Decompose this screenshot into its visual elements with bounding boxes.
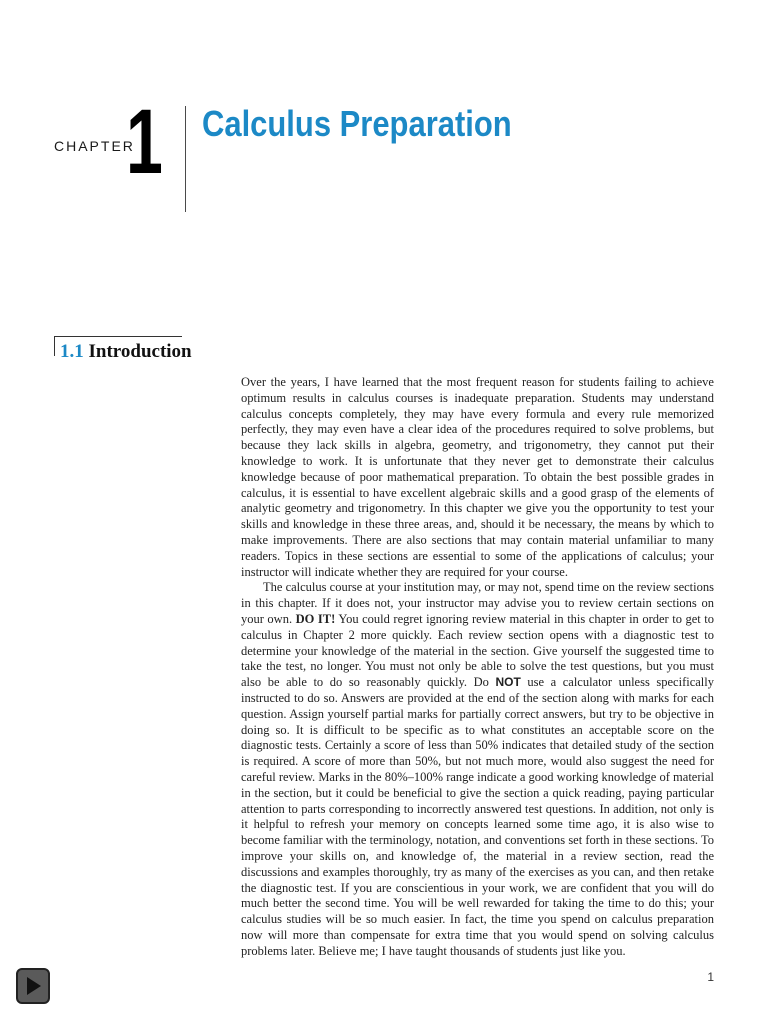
chapter-title: Calculus Preparation bbox=[202, 103, 512, 144]
play-button[interactable] bbox=[16, 968, 50, 1004]
section-title: Introduction bbox=[88, 341, 192, 362]
paragraph-2-part-2: You could regret ignoring review material in this chapter in order to get to calculus in Chapter 2 more quickly. Each review section opens with a diagnostic test to determine your knowledge of the material in the section. Give yourself the suggested time to take the test, no longer. You must not only be able to solve the test questions, but you must also be able to do so reasonably quickly. Do bbox=[241, 611, 714, 690]
emphasis-not: NOT bbox=[495, 675, 521, 690]
section-number: 1.1 bbox=[60, 341, 84, 362]
section-heading-rule-left bbox=[54, 336, 55, 356]
play-icon bbox=[18, 970, 48, 1002]
emphasis-do-it: DO IT! bbox=[295, 611, 336, 626]
chapter-number: 1 bbox=[126, 91, 163, 193]
paragraph-2-part-1: The calculus course at your institution may, or may not, spend time on the review sections in this chapter. If it does not, your instructor may advise you to review certain sections on your own. bbox=[241, 580, 714, 626]
chapter-label: CHAPTER bbox=[54, 138, 135, 154]
page-number: 1 bbox=[707, 970, 714, 984]
section-heading bbox=[60, 340, 192, 364]
chapter-divider bbox=[185, 106, 186, 212]
paragraph-2 bbox=[241, 580, 714, 959]
paragraph-2-part-3: use a calculator unless specifically instructed to do so. Answers are provided at the end of the section along with marks for each question. Assign yourself partial marks for partially correct answers, but try to be objective in doing so. It is difficult to be specific as to what constitutes an acceptable score on the diagnostic tests. Certainly a score of less than 50% indicates that detailed study of the section is required. A score of more than 50%, but not much more, would also suggest the need for careful review. Marks in the 80%–100% range indicate a good working knowledge of material in the section, but it could be beneficial to give the section a quick reading, paying particular attention to parts corresponding to incorrectly answered test questions. In addition, not only is it helpful to refresh your memory on concepts learned some time ago, it is also wise to become familiar with the terminology, notation, and conventions set forth in these sections. To improve your skills on, and knowledge of, the material in a review section, read the discussions and examples thoroughly, try as many of the exercises as you can, and then retake the diagnostic test. If you are conscientious in your work, we are confident that you will do much better the second time. You will be well rewarded for taking the time to do this; your calculus studies will be so much easier. In fact, the time you spend on calculus preparation now will more than compensate for extra time that you would spend on solving calculus problems later. Believe me; I have taught thousands of students just like you. bbox=[241, 675, 714, 958]
paragraph-1: Over the years, I have learned that the most frequent reason for students failing to achieve optimum results in calculus courses is inadequate preparation. Students may understand calculus concepts completely, they may have every formula and every rule memorized perfectly, they may even have a clear idea of the procedures required to solve problems, but because they lack skills in algebra, geometry, and trigonometry, they cannot put their knowledge to work. It is unfortunate that they never get to demonstrate their calculus knowledge because of poor mathematical preparation. To obtain the best possible grades in calculus, it is essential to have excellent algebraic skills and a good grasp of the elements of analytic geometry and trigonometry. In this chapter we give you the opportunity to test your skills and knowledge in these three areas, and, should it be necessary, the means by which to make improvements. There are also sections that may contain material unfamiliar to many readers. Topics in these sections are essential to some of the applications of calculus; your instructor will indicate whether they are required for your course. bbox=[241, 375, 714, 579]
section-heading-rule bbox=[54, 336, 182, 337]
body-text bbox=[241, 375, 714, 959]
